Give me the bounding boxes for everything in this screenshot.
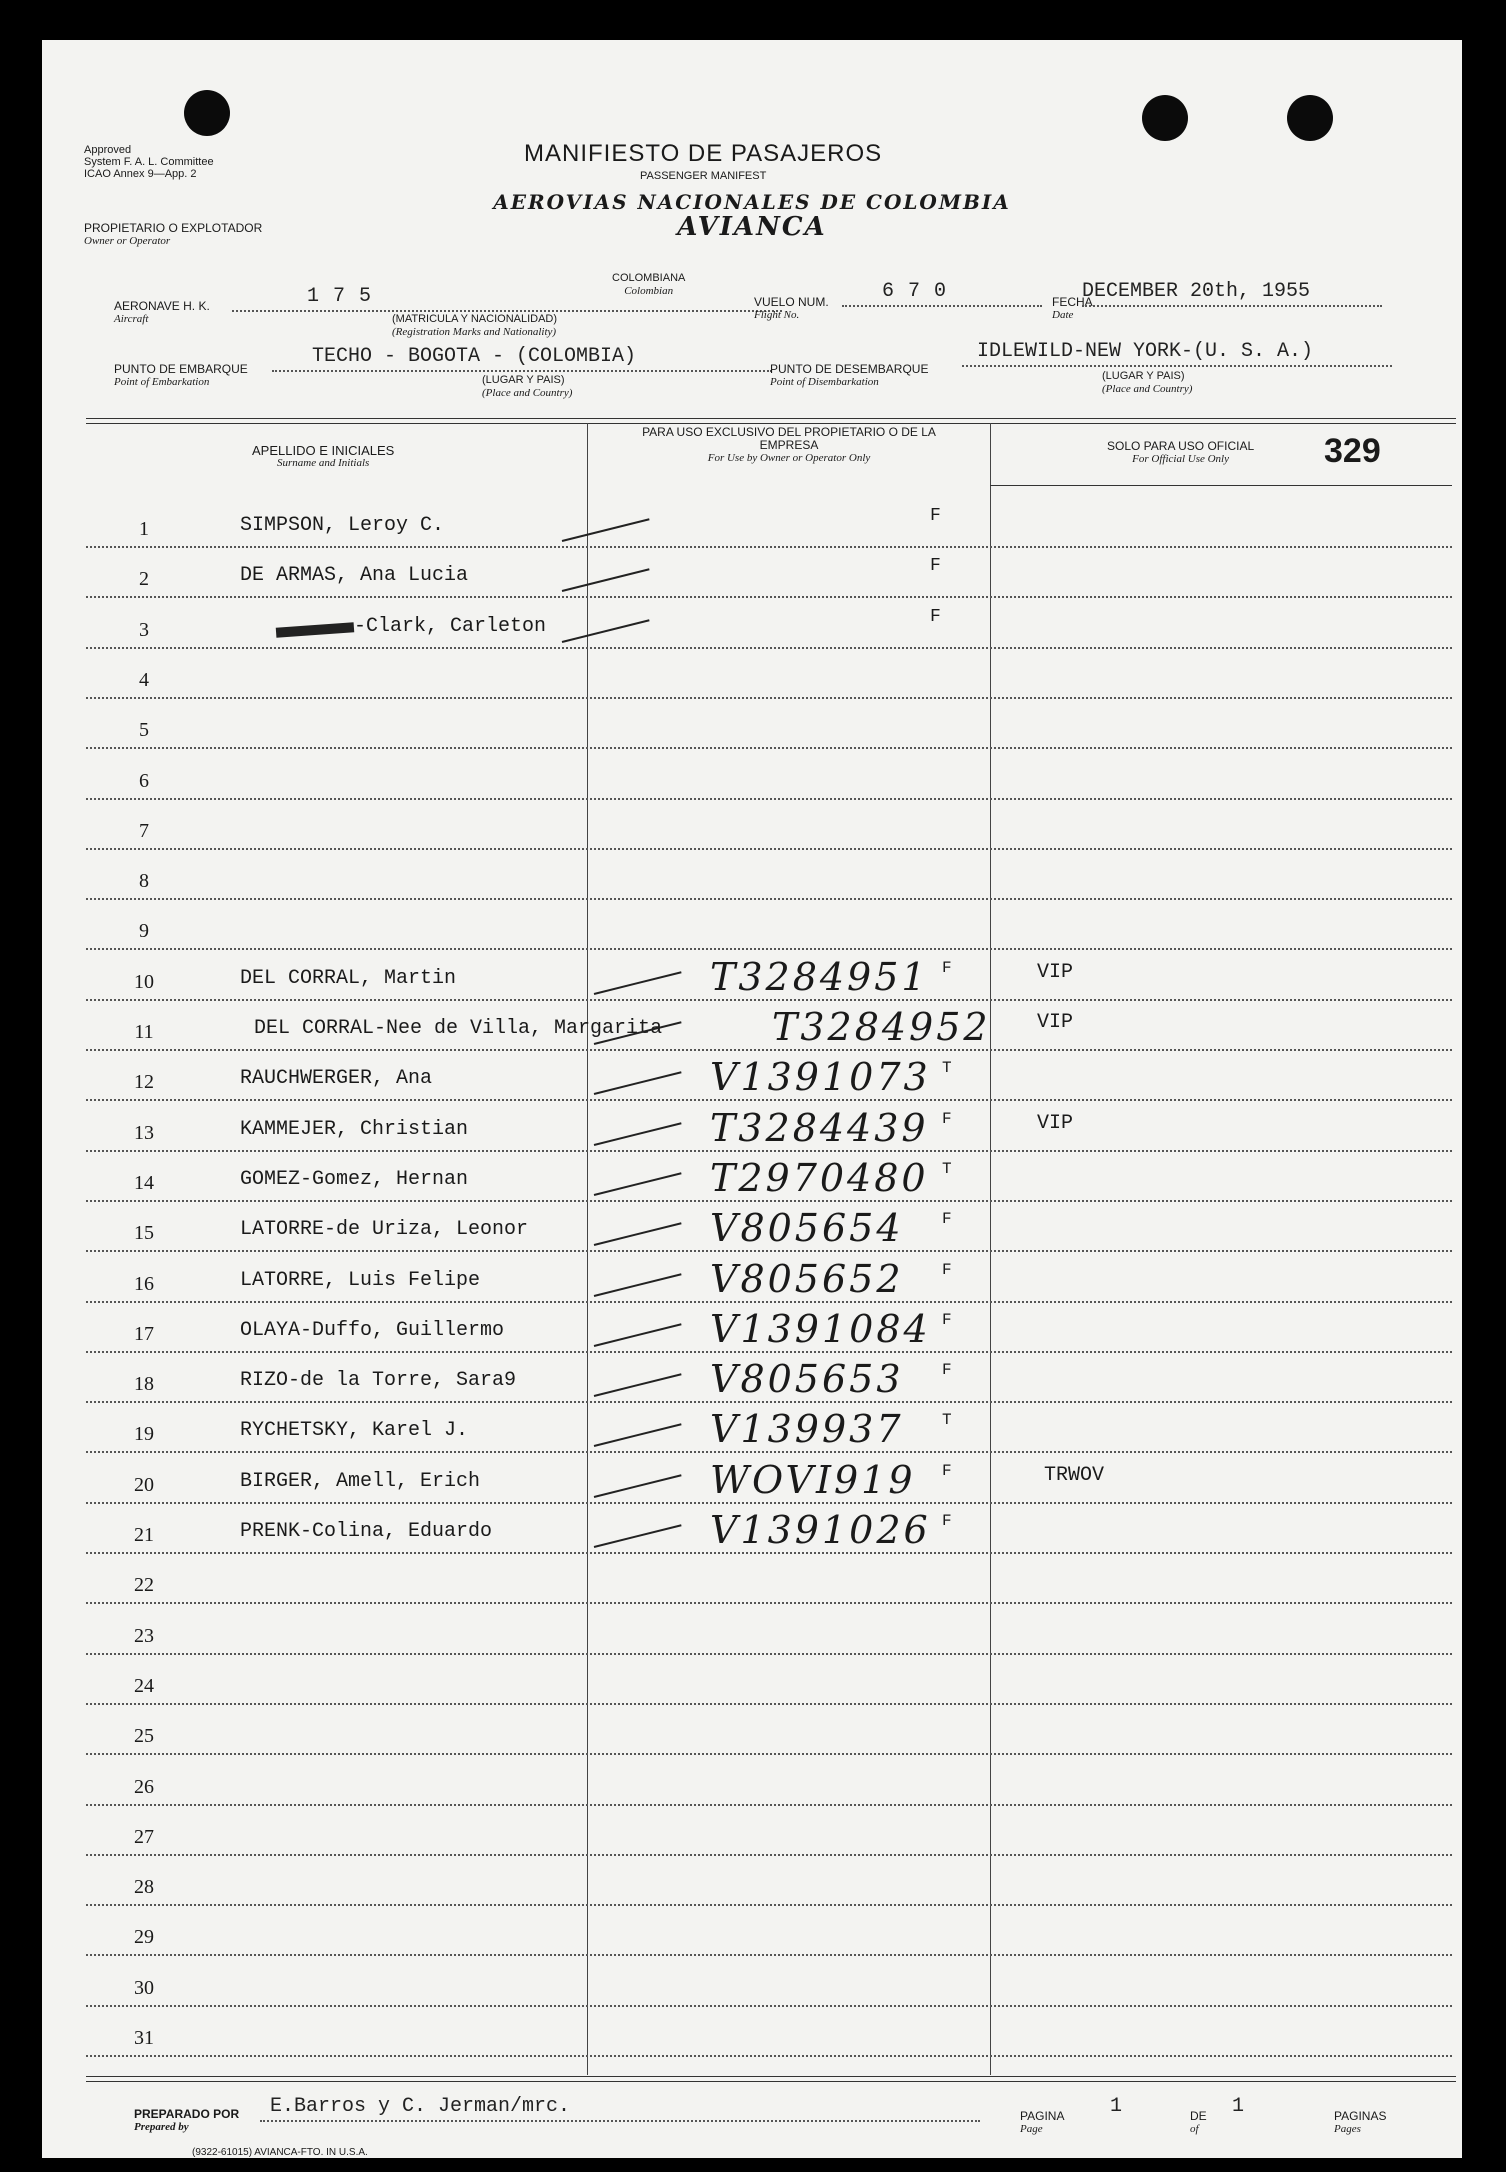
fare-code: F bbox=[942, 1512, 952, 1530]
row-number: 4 bbox=[139, 668, 149, 691]
of-label bbox=[1190, 2110, 1207, 2136]
prepared-label-sub: Prepared by bbox=[134, 2121, 189, 2133]
row-rule bbox=[86, 747, 1452, 749]
aircraft-underline bbox=[232, 310, 782, 312]
row-rule bbox=[86, 1904, 1452, 1906]
date-label-sub: Date bbox=[1052, 309, 1074, 321]
disembark-label bbox=[770, 363, 928, 389]
owner-label-text: PROPIETARIO O EXPLOTADOR bbox=[84, 221, 263, 235]
row-number: 3 bbox=[139, 618, 149, 641]
punch-hole-right-1 bbox=[1142, 95, 1188, 141]
row-number: 16 bbox=[134, 1272, 154, 1295]
ticket-number: V805654 bbox=[710, 1206, 904, 1251]
column-divider-2 bbox=[990, 423, 991, 2075]
row-number: 17 bbox=[134, 1322, 154, 1345]
fare-code: F bbox=[930, 606, 941, 627]
row-rule bbox=[86, 1804, 1452, 1806]
row-number: 1 bbox=[139, 518, 149, 540]
check-mark bbox=[562, 619, 650, 643]
page-label bbox=[1020, 2110, 1064, 2136]
passenger-name: OLAYA-Duffo, Guillermo bbox=[240, 1318, 505, 1342]
row-rule bbox=[86, 2005, 1452, 2007]
aircraft-value: 175 bbox=[307, 285, 386, 308]
row-rule bbox=[86, 2055, 1452, 2057]
punch-hole-left bbox=[184, 90, 230, 136]
official-note: TRWOV bbox=[1044, 1463, 1105, 1487]
header-bottom-rule bbox=[990, 485, 1452, 486]
row-rule bbox=[86, 1401, 1452, 1403]
official-note: VIP bbox=[1037, 960, 1074, 984]
check-mark bbox=[594, 1122, 682, 1146]
check-mark bbox=[594, 1172, 682, 1196]
flight-label-sub: Flight No. bbox=[754, 309, 800, 321]
fare-code: F bbox=[930, 556, 941, 577]
passenger-name: BIRGER, Amell, Erich bbox=[240, 1469, 481, 1493]
row-rule bbox=[86, 1854, 1452, 1856]
row-rule bbox=[86, 647, 1452, 649]
column-divider-1 bbox=[587, 423, 588, 2075]
passenger-name: DEL CORRAL, Martin bbox=[240, 966, 457, 990]
row-rule bbox=[86, 596, 1452, 598]
fare-code: F bbox=[942, 1310, 952, 1329]
flight-label bbox=[754, 296, 829, 322]
passenger-name: KAMMEJER, Christian bbox=[240, 1117, 469, 1141]
prepared-label bbox=[134, 2108, 239, 2134]
ticket-number: T3284952 bbox=[772, 1005, 991, 1049]
form-title-sub: PASSENGER MANIFEST bbox=[640, 170, 767, 182]
row-rule bbox=[86, 999, 1452, 1001]
check-mark bbox=[562, 518, 650, 542]
row-rule bbox=[86, 1451, 1452, 1453]
fare-code: F bbox=[942, 1260, 952, 1279]
official-header bbox=[1107, 440, 1254, 466]
passenger-name: RYCHETSKY, Karel J. bbox=[240, 1419, 469, 1443]
row-rule bbox=[86, 848, 1452, 850]
ticket-number: T3284951 bbox=[710, 954, 929, 999]
table-top-rule bbox=[86, 418, 1456, 419]
row-rule bbox=[86, 1602, 1452, 1604]
row-rule bbox=[86, 1753, 1452, 1755]
ticket-number: V1391084 bbox=[710, 1306, 931, 1351]
check-mark bbox=[594, 1524, 682, 1548]
embark-place-sub: (Place and Country) bbox=[482, 387, 573, 399]
prepared-underline bbox=[260, 2120, 980, 2122]
page-label-text: PAGINA bbox=[1020, 2109, 1065, 2123]
row-rule bbox=[86, 1653, 1452, 1655]
ticket-number: V805653 bbox=[710, 1357, 904, 1402]
official-note: VIP bbox=[1037, 1011, 1074, 1034]
passenger-name: LATORRE, Luis Felipe bbox=[240, 1268, 481, 1292]
owner-use-header bbox=[614, 426, 964, 465]
ticket-number: WOVI919 bbox=[710, 1457, 916, 1502]
owner-use-sub: For Use by Owner or Operator Only bbox=[707, 452, 871, 464]
date-value: DECEMBER 20th, 1955 bbox=[1082, 280, 1311, 303]
official-note: VIP bbox=[1037, 1111, 1074, 1135]
passenger-name: RAUCHWERGER, Ana bbox=[240, 1067, 433, 1091]
embark-label bbox=[114, 363, 248, 389]
row-rule bbox=[86, 1200, 1452, 1202]
passenger-name: SIMPSON, Leroy C. bbox=[240, 514, 445, 537]
airline-name: AEROVIAS NACIONALES DE COLOMBIA bbox=[493, 190, 1011, 214]
row-number: 26 bbox=[134, 1775, 154, 1798]
flight-underline bbox=[842, 305, 1042, 307]
nationality-sub: Colombian bbox=[624, 285, 674, 297]
check-mark bbox=[594, 1323, 682, 1347]
ticket-number: V1391026 bbox=[710, 1508, 931, 1552]
approval-line: Approved bbox=[84, 144, 132, 156]
of-label-text: DE bbox=[1190, 2109, 1207, 2123]
ticket-number: V139937 bbox=[710, 1407, 904, 1452]
page-value: 1 bbox=[1110, 2095, 1123, 2118]
passenger-name: LATORRE-de Uriza, Leonor bbox=[240, 1218, 529, 1242]
fare-code: T bbox=[942, 1159, 952, 1178]
ticket-number: T3284439 bbox=[710, 1105, 929, 1150]
airline-brand: AVIANCA bbox=[677, 212, 827, 242]
nationality-text: COLOMBIANA bbox=[612, 272, 686, 284]
disembark-underline bbox=[962, 365, 1392, 367]
passenger-name: GOMEZ-Gomez, Hernan bbox=[240, 1167, 469, 1191]
flight-label-text: VUELO NUM. bbox=[754, 295, 829, 309]
embark-underline bbox=[272, 370, 772, 372]
embark-label-text: PUNTO DE EMBARQUE bbox=[114, 362, 248, 376]
registration-label bbox=[392, 313, 557, 339]
row-number: 21 bbox=[134, 1524, 154, 1546]
disembark-place-sub: (Place and Country) bbox=[1102, 383, 1193, 395]
passenger-name: PRENK-Colina, Eduardo bbox=[240, 1520, 493, 1543]
row-rule bbox=[86, 798, 1452, 800]
embark-value: TECHO - BOGOTA - (COLOMBIA) bbox=[312, 345, 637, 368]
row-number: 28 bbox=[134, 1876, 154, 1899]
row-number: 7 bbox=[139, 819, 149, 842]
names-header-sub: Surname and Initials bbox=[277, 457, 370, 469]
row-number: 18 bbox=[134, 1373, 154, 1396]
row-number: 14 bbox=[134, 1171, 154, 1194]
approval-line: System F. A. L. Committee bbox=[84, 156, 214, 168]
flight-value: 670 bbox=[882, 280, 961, 303]
pages-label bbox=[1334, 2110, 1386, 2136]
row-number: 20 bbox=[134, 1473, 154, 1496]
row-number: 13 bbox=[134, 1121, 154, 1144]
row-rule bbox=[86, 1099, 1452, 1101]
names-header-text: APELLIDO E INICIALES bbox=[252, 443, 395, 458]
owner-use-text: PARA USO EXCLUSIVO DEL PROPIETARIO O DE LA EMPRESA bbox=[642, 425, 936, 452]
fare-code: F bbox=[942, 1361, 952, 1380]
row-number: 24 bbox=[134, 1674, 154, 1697]
row-rule bbox=[86, 1502, 1452, 1504]
of-value: 1 bbox=[1232, 2095, 1245, 2118]
row-number: 8 bbox=[139, 870, 149, 893]
ticket-number: T2970480 bbox=[710, 1155, 929, 1200]
ticket-number: V805652 bbox=[710, 1256, 904, 1301]
fare-code: T bbox=[942, 1059, 952, 1078]
names-column-header bbox=[252, 444, 394, 470]
registration-text: (MATRICULA Y NACIONALIDAD) bbox=[392, 313, 558, 325]
row-number: 19 bbox=[134, 1423, 154, 1446]
punch-hole-right-2 bbox=[1287, 95, 1333, 141]
approval-line: ICAO Annex 9—App. 2 bbox=[84, 168, 197, 180]
table-bottom-rule bbox=[86, 2076, 1456, 2077]
row-number: 22 bbox=[134, 1574, 154, 1597]
check-mark bbox=[594, 1222, 682, 1246]
row-rule bbox=[86, 1150, 1452, 1152]
row-number: 29 bbox=[134, 1926, 154, 1949]
passenger-name: DE ARMAS, Ana Lucia bbox=[240, 564, 469, 588]
aircraft-label-sub: Aircraft bbox=[114, 313, 149, 325]
check-mark bbox=[594, 1474, 682, 1498]
disembark-value: IDLEWILD-NEW YORK-(U. S. A.) bbox=[977, 340, 1314, 363]
owner-label bbox=[84, 222, 262, 248]
form-code: (9322-61015) AVIANCA-FTO. IN U.S.A. bbox=[192, 2147, 368, 2158]
row-rule bbox=[86, 1552, 1452, 1554]
row-number: 12 bbox=[134, 1071, 154, 1094]
form-title: MANIFIESTO DE PASAJEROS bbox=[524, 140, 883, 167]
check-mark bbox=[594, 971, 682, 995]
row-rule bbox=[86, 1703, 1452, 1705]
prepared-value: E.Barros y C. Jerman/mrc. bbox=[270, 2095, 571, 2118]
disembark-place-label bbox=[1102, 370, 1192, 396]
official-header-text: SOLO PARA USO OFICIAL bbox=[1107, 439, 1255, 453]
row-rule bbox=[86, 697, 1452, 699]
embark-place-label bbox=[482, 374, 572, 400]
row-number: 6 bbox=[139, 769, 149, 792]
table-bottom-rule-2 bbox=[86, 2081, 1456, 2082]
fare-code: F bbox=[930, 506, 941, 526]
pages-label-sub: Pages bbox=[1334, 2123, 1361, 2135]
row-number: 2 bbox=[139, 568, 149, 591]
disembark-place-text: (LUGAR Y PAIS) bbox=[1102, 370, 1185, 382]
embark-label-sub: Point of Embarkation bbox=[114, 376, 210, 388]
row-rule bbox=[86, 1954, 1452, 1956]
aircraft-label bbox=[114, 300, 210, 326]
row-number: 31 bbox=[134, 2027, 154, 2049]
aircraft-label-text: AERONAVE H. K. bbox=[114, 299, 210, 313]
date-underline bbox=[1082, 305, 1382, 307]
crossed-out-surname bbox=[276, 622, 355, 637]
row-rule bbox=[86, 948, 1452, 950]
check-mark bbox=[562, 569, 650, 593]
passenger-name: RIZO-de la Torre, Sara9 bbox=[240, 1369, 517, 1393]
ticket-number: V1391073 bbox=[710, 1055, 931, 1100]
fare-code: T bbox=[942, 1411, 952, 1430]
row-rule bbox=[86, 1049, 1452, 1051]
owner-label-sub: Owner or Operator bbox=[84, 235, 171, 247]
of-label-sub: of bbox=[1190, 2123, 1199, 2135]
page-stamp-number: 329 bbox=[1324, 432, 1381, 470]
row-number: 25 bbox=[134, 1725, 154, 1748]
registration-sub: (Registration Marks and Nationality) bbox=[392, 326, 557, 338]
row-rule bbox=[86, 898, 1452, 900]
row-number: 27 bbox=[134, 1825, 154, 1848]
row-number: 15 bbox=[134, 1222, 154, 1245]
check-mark bbox=[594, 1373, 682, 1397]
passenger-name: -Clark, Carleton bbox=[354, 614, 547, 638]
row-number: 10 bbox=[134, 970, 154, 993]
row-number: 11 bbox=[134, 1021, 154, 1043]
fare-code: F bbox=[942, 1210, 952, 1229]
check-mark bbox=[594, 1424, 682, 1448]
manifest-page bbox=[42, 40, 1462, 2158]
fare-code: F bbox=[942, 958, 952, 977]
row-number: 5 bbox=[139, 719, 149, 742]
fare-code: F bbox=[942, 1461, 952, 1480]
check-mark bbox=[594, 1273, 682, 1297]
check-mark bbox=[594, 1072, 682, 1096]
date-label-text: FECHA bbox=[1052, 295, 1093, 309]
nationality-top bbox=[612, 272, 685, 298]
row-rule bbox=[86, 1250, 1452, 1252]
table-top-rule-2 bbox=[86, 423, 1456, 424]
page-label-sub: Page bbox=[1020, 2123, 1043, 2135]
row-number: 9 bbox=[139, 920, 149, 943]
row-rule bbox=[86, 1301, 1452, 1303]
disembark-label-text: PUNTO DE DESEMBARQUE bbox=[770, 362, 929, 376]
row-number: 30 bbox=[134, 1976, 154, 1999]
passenger-name: DEL CORRAL-Nee de Villa, Margarita bbox=[254, 1017, 663, 1040]
prepared-label-text: PREPARADO POR bbox=[134, 2107, 240, 2121]
row-rule bbox=[86, 1351, 1452, 1353]
official-header-sub: For Official Use Only bbox=[1132, 453, 1229, 465]
disembark-label-sub: Point of Disembarkation bbox=[770, 376, 879, 388]
row-rule bbox=[86, 546, 1452, 548]
row-number: 23 bbox=[134, 1624, 154, 1647]
fare-code: F bbox=[942, 1109, 952, 1128]
embark-place-text: (LUGAR Y PAIS) bbox=[482, 374, 565, 386]
pages-label-text: PAGINAS bbox=[1334, 2109, 1387, 2123]
approval-note bbox=[84, 144, 214, 180]
